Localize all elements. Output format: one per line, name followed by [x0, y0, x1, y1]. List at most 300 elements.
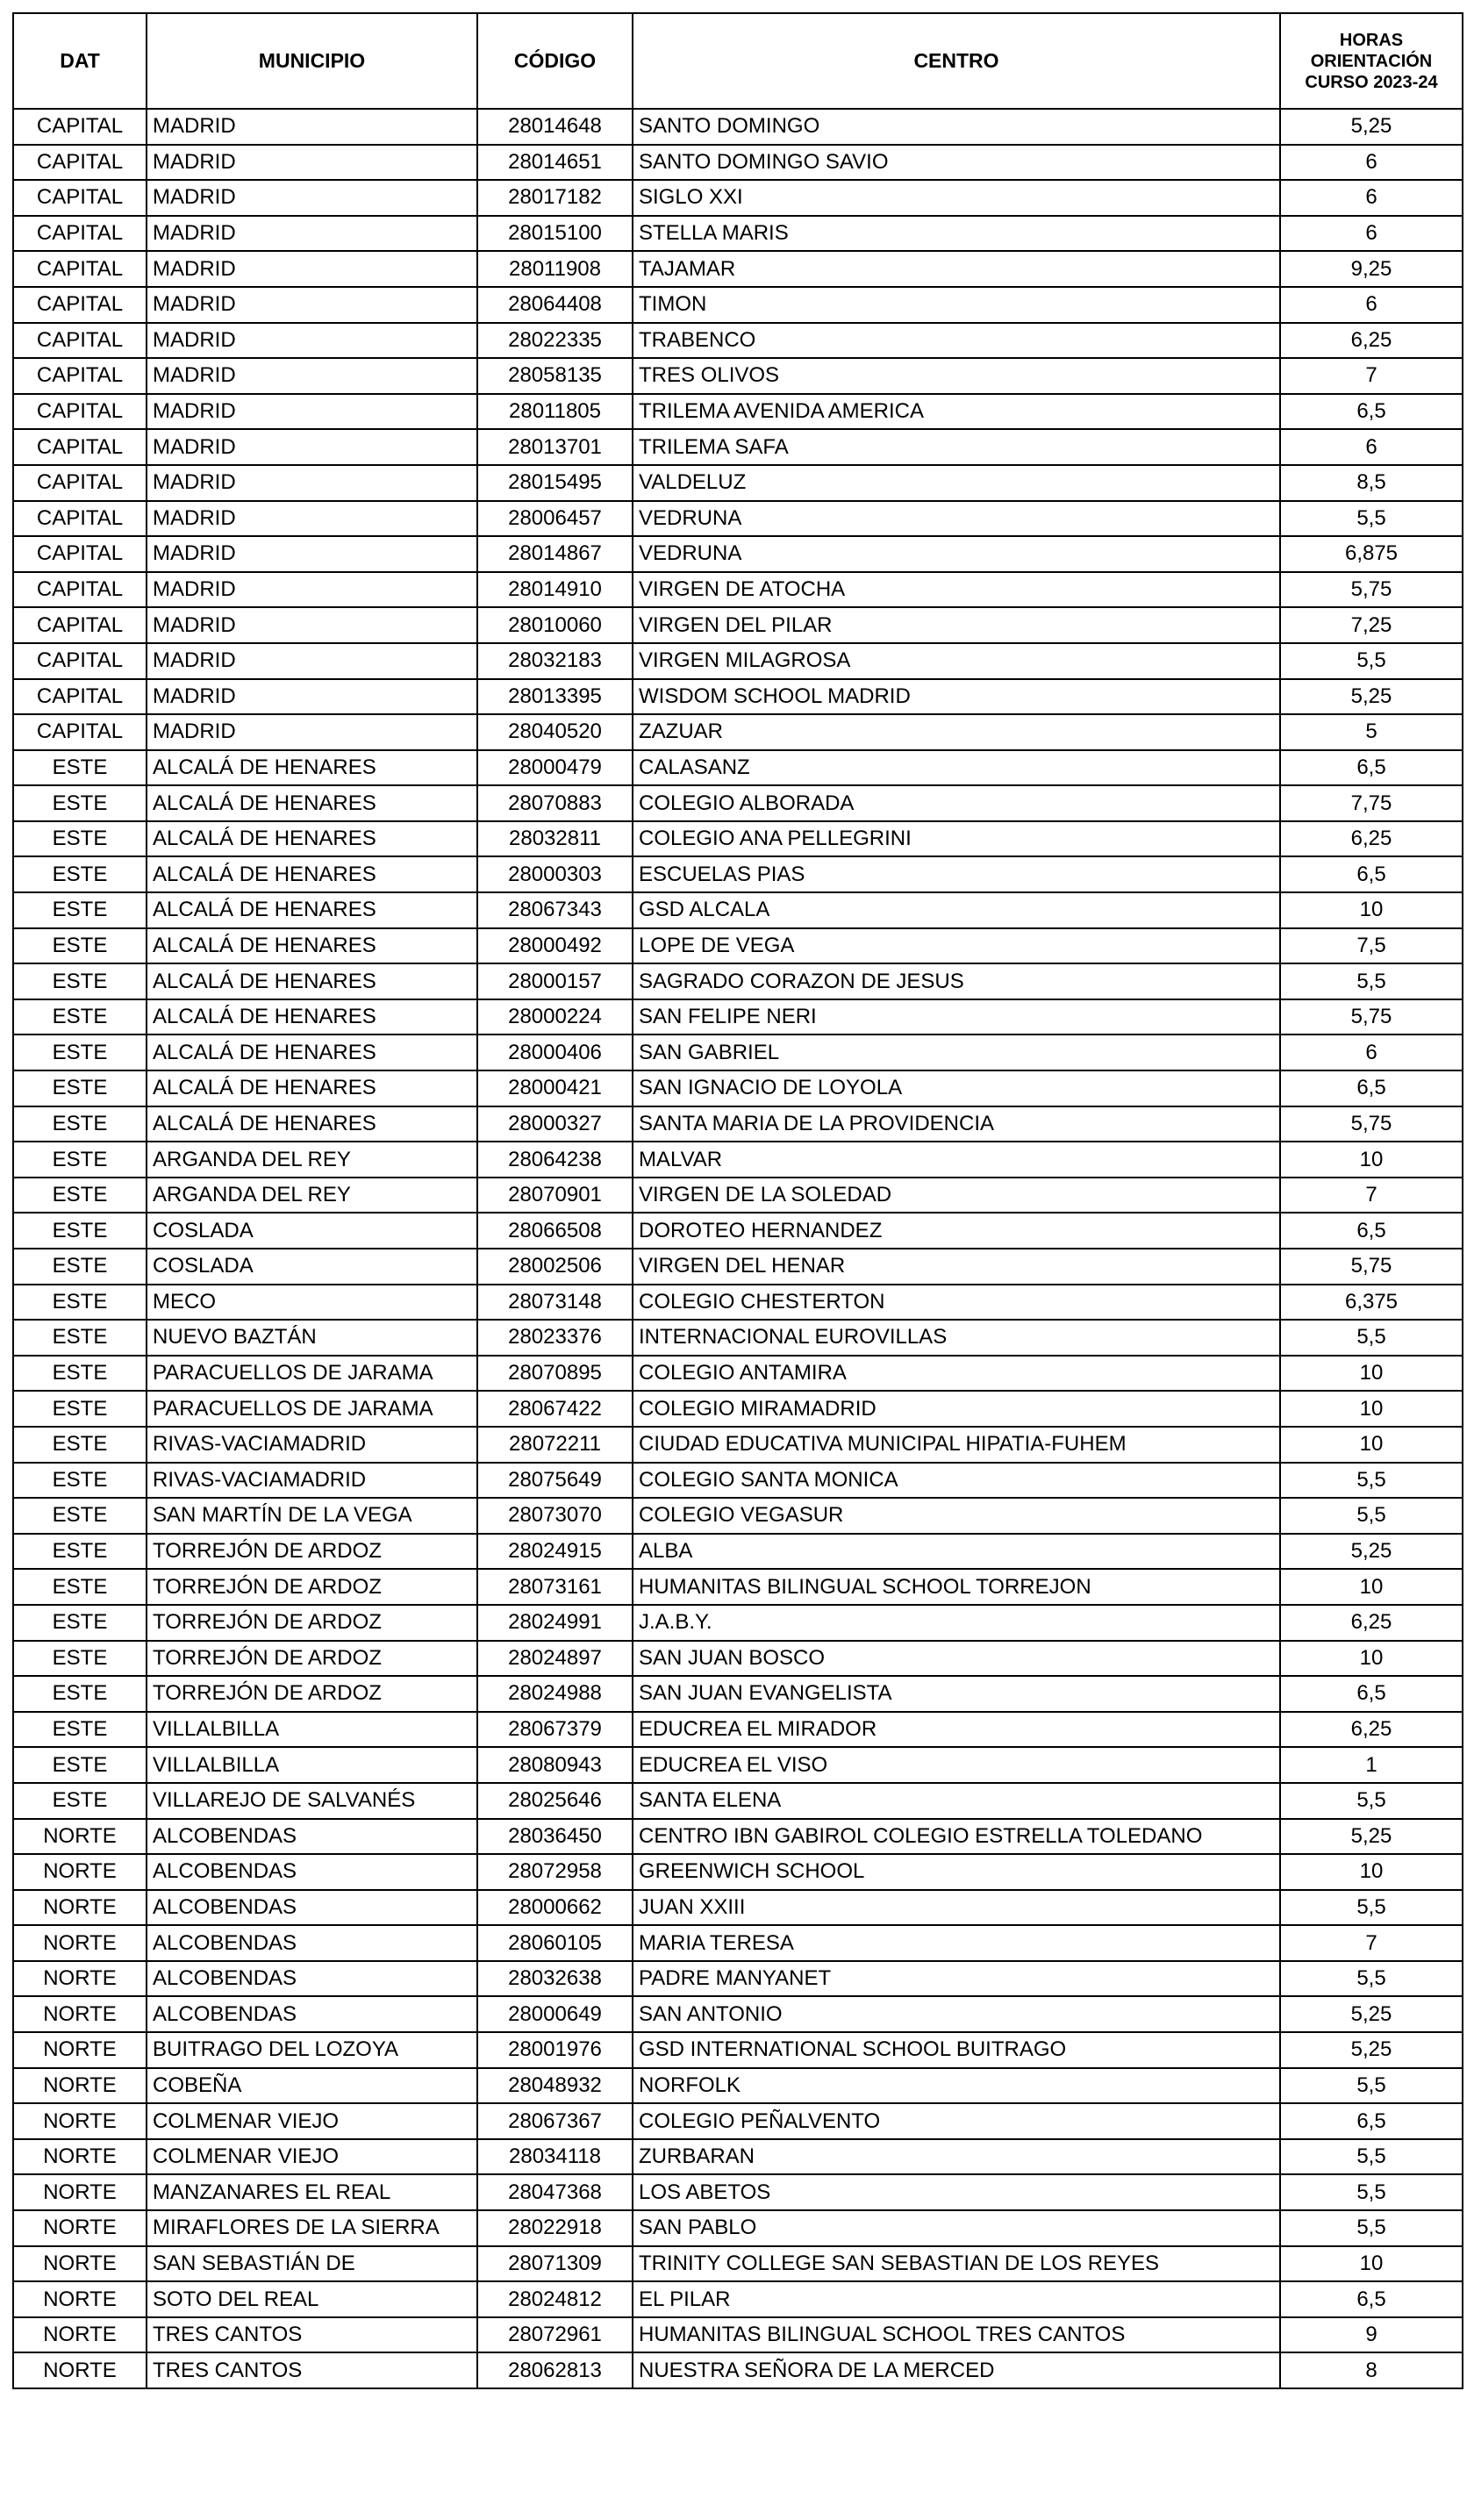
horas-cell: 6,25	[1280, 1712, 1463, 1748]
dat-cell: NORTE	[13, 2281, 147, 2317]
dat-cell: NORTE	[13, 2068, 147, 2104]
table-row	[13, 2352, 1463, 2388]
municipio-cell: MADRID	[147, 394, 477, 430]
table-row	[13, 2210, 1463, 2246]
municipio-cell: ALCALÁ DE HENARES	[147, 1070, 477, 1106]
municipio-cell: RIVAS-VACIAMADRID	[147, 1427, 477, 1463]
table-row	[13, 323, 1463, 359]
centro-cell: VIRGEN DE ATOCHA	[633, 572, 1280, 608]
municipio-cell: ALCALÁ DE HENARES	[147, 1106, 477, 1142]
horas-cell: 7,75	[1280, 785, 1463, 821]
dat-cell: NORTE	[13, 2174, 147, 2210]
table-row	[13, 1641, 1463, 1677]
codigo-cell: 28047368	[477, 2174, 633, 2210]
horas-cell: 5,5	[1280, 1890, 1463, 1926]
municipio-cell: ALCALÁ DE HENARES	[147, 999, 477, 1035]
table-row	[13, 1783, 1463, 1819]
municipio-cell: MADRID	[147, 251, 477, 287]
municipio-cell: COSLADA	[147, 1249, 477, 1285]
horas-cell: 5,25	[1280, 2032, 1463, 2068]
table-row	[13, 2139, 1463, 2175]
codigo-cell: 28000303	[477, 856, 633, 892]
municipio-cell: TORREJÓN DE ARDOZ	[147, 1605, 477, 1641]
horas-cell: 1	[1280, 1747, 1463, 1783]
dat-cell: ESTE	[13, 1106, 147, 1142]
codigo-cell: 28073161	[477, 1569, 633, 1605]
dat-cell: ESTE	[13, 963, 147, 999]
municipio-cell: ALCALÁ DE HENARES	[147, 785, 477, 821]
municipio-cell: TORREJÓN DE ARDOZ	[147, 1676, 477, 1712]
table-row	[13, 1498, 1463, 1534]
centro-cell: HUMANITAS BILINGUAL SCHOOL TORREJON	[633, 1569, 1280, 1605]
codigo-cell: 28000662	[477, 1890, 633, 1926]
centro-cell: JUAN XXIII	[633, 1890, 1280, 1926]
municipio-cell: BUITRAGO DEL LOZOYA	[147, 2032, 477, 2068]
codigo-cell: 28062813	[477, 2352, 633, 2388]
dat-cell: CAPITAL	[13, 180, 147, 216]
table-row	[13, 1070, 1463, 1106]
table-row	[13, 251, 1463, 287]
table-row	[13, 2317, 1463, 2353]
table-row	[13, 785, 1463, 821]
codigo-cell: 28072958	[477, 1854, 633, 1890]
dat-cell: ESTE	[13, 1427, 147, 1463]
centro-cell: TRINITY COLLEGE SAN SEBASTIAN DE LOS REYES	[633, 2246, 1280, 2282]
table-row	[13, 109, 1463, 145]
codigo-cell: 28024991	[477, 1605, 633, 1641]
dat-cell: NORTE	[13, 2317, 147, 2353]
dat-cell: ESTE	[13, 1676, 147, 1712]
dat-cell: ESTE	[13, 892, 147, 928]
municipio-cell: MADRID	[147, 714, 477, 750]
centro-cell: TAJAMAR	[633, 251, 1280, 287]
table-row	[13, 1925, 1463, 1961]
horas-cell: 6,5	[1280, 1070, 1463, 1106]
dat-cell: ESTE	[13, 1498, 147, 1534]
municipio-cell: ALCALÁ DE HENARES	[147, 1034, 477, 1070]
table-row	[13, 607, 1463, 643]
municipio-cell: MADRID	[147, 180, 477, 216]
codigo-cell: 28013395	[477, 679, 633, 715]
header-codigo: CÓDIGO	[477, 13, 633, 109]
centro-cell: CENTRO IBN GABIROL COLEGIO ESTRELLA TOLEDANO	[633, 1819, 1280, 1855]
centro-cell: SAN PABLO	[633, 2210, 1280, 2246]
dat-cell: NORTE	[13, 2352, 147, 2388]
horas-cell: 10	[1280, 1569, 1463, 1605]
centro-cell: ZAZUAR	[633, 714, 1280, 750]
codigo-cell: 28075649	[477, 1463, 633, 1499]
codigo-cell: 28073148	[477, 1285, 633, 1321]
municipio-cell: SAN SEBASTIÁN DE	[147, 2246, 477, 2282]
horas-cell: 6,25	[1280, 821, 1463, 857]
centro-cell: COLEGIO ANTAMIRA	[633, 1356, 1280, 1392]
codigo-cell: 28013701	[477, 429, 633, 465]
centro-cell: COLEGIO CHESTERTON	[633, 1285, 1280, 1321]
codigo-cell: 28060105	[477, 1925, 633, 1961]
table-row	[13, 1320, 1463, 1356]
centro-cell: VIRGEN DE LA SOLEDAD	[633, 1178, 1280, 1213]
dat-cell: CAPITAL	[13, 287, 147, 323]
codigo-cell: 28024915	[477, 1534, 633, 1570]
centro-cell: TRES OLIVOS	[633, 358, 1280, 394]
centro-cell: SAN IGNACIO DE LOYOLA	[633, 1070, 1280, 1106]
centro-cell: PADRE MANYANET	[633, 1961, 1280, 1997]
dat-cell: CAPITAL	[13, 216, 147, 252]
codigo-cell: 28014910	[477, 572, 633, 608]
horas-cell: 5,25	[1280, 1534, 1463, 1570]
centro-cell: GSD INTERNATIONAL SCHOOL BUITRAGO	[633, 2032, 1280, 2068]
centro-cell: MARIA TERESA	[633, 1925, 1280, 1961]
dat-cell: NORTE	[13, 2210, 147, 2246]
dat-cell: ESTE	[13, 1249, 147, 1285]
municipio-cell: TORREJÓN DE ARDOZ	[147, 1534, 477, 1570]
codigo-cell: 28024812	[477, 2281, 633, 2317]
centro-cell: SAN JUAN EVANGELISTA	[633, 1676, 1280, 1712]
horas-cell: 9	[1280, 2317, 1463, 2353]
codigo-cell: 28000421	[477, 1070, 633, 1106]
horas-cell: 5,25	[1280, 679, 1463, 715]
municipio-cell: MADRID	[147, 679, 477, 715]
horas-cell: 7,25	[1280, 607, 1463, 643]
codigo-cell: 28001976	[477, 2032, 633, 2068]
table-row	[13, 358, 1463, 394]
table-row	[13, 2246, 1463, 2282]
table-row	[13, 1890, 1463, 1926]
centro-cell: TRILEMA SAFA	[633, 429, 1280, 465]
horas-cell: 5,75	[1280, 572, 1463, 608]
horas-cell: 7	[1280, 1925, 1463, 1961]
horas-cell: 5,25	[1280, 1819, 1463, 1855]
centro-cell: CALASANZ	[633, 750, 1280, 786]
table-row	[13, 1178, 1463, 1213]
municipio-cell: MADRID	[147, 429, 477, 465]
centro-cell: MALVAR	[633, 1142, 1280, 1178]
centro-cell: SANTA MARIA DE LA PROVIDENCIA	[633, 1106, 1280, 1142]
table-row	[13, 465, 1463, 501]
header-horas-line-3: CURSO 2023-24	[1305, 72, 1438, 92]
codigo-cell: 28024988	[477, 1676, 633, 1712]
dat-cell: ESTE	[13, 1391, 147, 1427]
centro-cell: VEDRUNA	[633, 501, 1280, 537]
table-row	[13, 1285, 1463, 1321]
centro-cell: SAN ANTONIO	[633, 1996, 1280, 2032]
header-horas	[1280, 13, 1463, 109]
horas-cell: 9,25	[1280, 251, 1463, 287]
horas-cell: 6,25	[1280, 323, 1463, 359]
horas-cell: 5,5	[1280, 1961, 1463, 1997]
municipio-cell: MADRID	[147, 465, 477, 501]
dat-cell: ESTE	[13, 1285, 147, 1321]
dat-cell: NORTE	[13, 1819, 147, 1855]
table-row	[13, 501, 1463, 537]
horas-cell: 5,75	[1280, 1249, 1463, 1285]
table-row	[13, 2174, 1463, 2210]
codigo-cell: 28011805	[477, 394, 633, 430]
centro-cell: COLEGIO ANA PELLEGRINI	[633, 821, 1280, 857]
centro-cell: ALBA	[633, 1534, 1280, 1570]
dat-cell: ESTE	[13, 1356, 147, 1392]
dat-cell: ESTE	[13, 1712, 147, 1748]
centro-cell: COLEGIO VEGASUR	[633, 1498, 1280, 1534]
horas-cell: 6	[1280, 180, 1463, 216]
table-row	[13, 963, 1463, 999]
horas-cell: 6,5	[1280, 1213, 1463, 1249]
municipio-cell: COSLADA	[147, 1213, 477, 1249]
dat-cell: ESTE	[13, 1641, 147, 1677]
dat-cell: CAPITAL	[13, 145, 147, 181]
codigo-cell: 28070895	[477, 1356, 633, 1392]
municipio-cell: ALCOBENDAS	[147, 1925, 477, 1961]
table-row	[13, 536, 1463, 572]
header-municipio: MUNICIPIO	[147, 13, 477, 109]
municipio-cell: MANZANARES EL REAL	[147, 2174, 477, 2210]
codigo-cell: 28000406	[477, 1034, 633, 1070]
table-row	[13, 429, 1463, 465]
municipio-cell: TORREJÓN DE ARDOZ	[147, 1569, 477, 1605]
dat-cell: CAPITAL	[13, 572, 147, 608]
centro-cell: GREENWICH SCHOOL	[633, 1854, 1280, 1890]
dat-cell: CAPITAL	[13, 109, 147, 145]
table-row	[13, 2032, 1463, 2068]
horas-cell: 10	[1280, 1356, 1463, 1392]
horas-cell: 6	[1280, 429, 1463, 465]
municipio-cell: COLMENAR VIEJO	[147, 2103, 477, 2139]
dat-cell: CAPITAL	[13, 323, 147, 359]
table-row	[13, 145, 1463, 181]
codigo-cell: 28064408	[477, 287, 633, 323]
horas-cell: 6,875	[1280, 536, 1463, 572]
codigo-cell: 28036450	[477, 1819, 633, 1855]
municipio-cell: ALCOBENDAS	[147, 1961, 477, 1997]
dat-cell: ESTE	[13, 821, 147, 857]
table-row	[13, 714, 1463, 750]
centro-cell: SAN GABRIEL	[633, 1034, 1280, 1070]
municipio-cell: COLMENAR VIEJO	[147, 2139, 477, 2175]
centro-cell: SANTO DOMINGO	[633, 109, 1280, 145]
horas-cell: 10	[1280, 2246, 1463, 2282]
codigo-cell: 28000327	[477, 1106, 633, 1142]
horas-cell: 5,5	[1280, 2068, 1463, 2104]
dat-cell: CAPITAL	[13, 394, 147, 430]
dat-cell: ESTE	[13, 1605, 147, 1641]
municipio-cell: MIRAFLORES DE LA SIERRA	[147, 2210, 477, 2246]
municipio-cell: TRES CANTOS	[147, 2352, 477, 2388]
horas-cell: 8,5	[1280, 465, 1463, 501]
horas-cell: 6,5	[1280, 856, 1463, 892]
centro-cell: NUESTRA SEÑORA DE LA MERCED	[633, 2352, 1280, 2388]
table-row	[13, 1819, 1463, 1855]
centro-cell: ESCUELAS PIAS	[633, 856, 1280, 892]
municipio-cell: MADRID	[147, 358, 477, 394]
table-row	[13, 1961, 1463, 1997]
codigo-cell: 28000479	[477, 750, 633, 786]
horas-cell: 10	[1280, 1641, 1463, 1677]
table-row	[13, 1142, 1463, 1178]
dat-cell: CAPITAL	[13, 643, 147, 679]
centro-cell: SAGRADO CORAZON DE JESUS	[633, 963, 1280, 999]
municipio-cell: MADRID	[147, 643, 477, 679]
centro-cell: GSD ALCALA	[633, 892, 1280, 928]
dat-cell: ESTE	[13, 1747, 147, 1783]
dat-cell: CAPITAL	[13, 501, 147, 537]
table-row	[13, 287, 1463, 323]
horas-cell: 7,5	[1280, 928, 1463, 964]
municipio-cell: COBEÑA	[147, 2068, 477, 2104]
table-row	[13, 1676, 1463, 1712]
codigo-cell: 28048932	[477, 2068, 633, 2104]
codigo-cell: 28040520	[477, 714, 633, 750]
table-row	[13, 2103, 1463, 2139]
codigo-cell: 28002506	[477, 1249, 633, 1285]
municipio-cell: PARACUELLOS DE JARAMA	[147, 1356, 477, 1392]
dat-cell: NORTE	[13, 1890, 147, 1926]
table-row	[13, 643, 1463, 679]
dat-cell: CAPITAL	[13, 358, 147, 394]
dat-cell: NORTE	[13, 1961, 147, 1997]
dat-cell: ESTE	[13, 928, 147, 964]
municipio-cell: MADRID	[147, 607, 477, 643]
codigo-cell: 28034118	[477, 2139, 633, 2175]
table-row	[13, 1213, 1463, 1249]
dat-cell: CAPITAL	[13, 465, 147, 501]
municipio-cell: MADRID	[147, 536, 477, 572]
horas-cell: 6	[1280, 145, 1463, 181]
municipio-cell: PARACUELLOS DE JARAMA	[147, 1391, 477, 1427]
header-row	[13, 13, 1463, 109]
dat-cell: ESTE	[13, 1142, 147, 1178]
codigo-cell: 28072211	[477, 1427, 633, 1463]
codigo-cell: 28011908	[477, 251, 633, 287]
municipio-cell: ALCALÁ DE HENARES	[147, 821, 477, 857]
codigo-cell: 28000224	[477, 999, 633, 1035]
centro-cell: EDUCREA EL MIRADOR	[633, 1712, 1280, 1748]
dat-cell: CAPITAL	[13, 607, 147, 643]
horas-cell: 6	[1280, 1034, 1463, 1070]
centro-cell: TRILEMA AVENIDA AMERICA	[633, 394, 1280, 430]
horas-cell: 5,5	[1280, 2139, 1463, 2175]
horas-cell: 5,25	[1280, 109, 1463, 145]
horas-cell: 5,5	[1280, 1498, 1463, 1534]
header-horas-line-2: ORIENTACIÓN	[1310, 51, 1433, 71]
centro-cell: EDUCREA EL VISO	[633, 1747, 1280, 1783]
municipio-cell: VILLAREJO DE SALVANÉS	[147, 1783, 477, 1819]
codigo-cell: 28032638	[477, 1961, 633, 1997]
horas-cell: 5,5	[1280, 501, 1463, 537]
municipio-cell: MADRID	[147, 572, 477, 608]
horas-cell: 10	[1280, 1142, 1463, 1178]
dat-cell: ESTE	[13, 1463, 147, 1499]
dat-cell: NORTE	[13, 2246, 147, 2282]
horas-cell: 5,5	[1280, 1783, 1463, 1819]
centro-cell: INTERNACIONAL EUROVILLAS	[633, 1320, 1280, 1356]
horas-cell: 5,5	[1280, 643, 1463, 679]
centro-cell: WISDOM SCHOOL MADRID	[633, 679, 1280, 715]
dat-cell: CAPITAL	[13, 679, 147, 715]
table-row	[13, 1034, 1463, 1070]
codigo-cell: 28064238	[477, 1142, 633, 1178]
municipio-cell: ALCALÁ DE HENARES	[147, 928, 477, 964]
dat-cell: ESTE	[13, 999, 147, 1035]
municipio-cell: ALCOBENDAS	[147, 1996, 477, 2032]
centro-cell: VEDRUNA	[633, 536, 1280, 572]
codigo-cell: 28066508	[477, 1213, 633, 1249]
municipio-cell: SAN MARTÍN DE LA VEGA	[147, 1498, 477, 1534]
municipio-cell: NUEVO BAZTÁN	[147, 1320, 477, 1356]
codigo-cell: 28067422	[477, 1391, 633, 1427]
dat-cell: ESTE	[13, 1070, 147, 1106]
centro-cell: CIUDAD EDUCATIVA MUNICIPAL HIPATIA-FUHEM	[633, 1427, 1280, 1463]
codigo-cell: 28000492	[477, 928, 633, 964]
table-row	[13, 216, 1463, 252]
horas-cell: 6	[1280, 216, 1463, 252]
codigo-cell: 28022335	[477, 323, 633, 359]
dat-cell: ESTE	[13, 856, 147, 892]
dat-cell: NORTE	[13, 1925, 147, 1961]
municipio-cell: MADRID	[147, 109, 477, 145]
horas-cell: 5,5	[1280, 1463, 1463, 1499]
municipio-cell: MECO	[147, 1285, 477, 1321]
horas-cell: 6,375	[1280, 1285, 1463, 1321]
codigo-cell: 28014867	[477, 536, 633, 572]
centro-cell: LOS ABETOS	[633, 2174, 1280, 2210]
table-row	[13, 1534, 1463, 1570]
table-row	[13, 1463, 1463, 1499]
codigo-cell: 28032183	[477, 643, 633, 679]
centro-cell: EL PILAR	[633, 2281, 1280, 2317]
municipio-cell: VILLALBILLA	[147, 1747, 477, 1783]
table-row	[13, 821, 1463, 857]
dat-cell: ESTE	[13, 1320, 147, 1356]
table-row	[13, 928, 1463, 964]
centro-cell: LOPE DE VEGA	[633, 928, 1280, 964]
municipio-cell: ARGANDA DEL REY	[147, 1178, 477, 1213]
horas-cell: 10	[1280, 892, 1463, 928]
table-row	[13, 750, 1463, 786]
codigo-cell: 28000649	[477, 1996, 633, 2032]
centro-cell: SANTA ELENA	[633, 1783, 1280, 1819]
horas-cell: 7	[1280, 1178, 1463, 1213]
table-row	[13, 1569, 1463, 1605]
codigo-cell: 28067367	[477, 2103, 633, 2139]
centro-cell: VIRGEN DEL HENAR	[633, 1249, 1280, 1285]
codigo-cell: 28070883	[477, 785, 633, 821]
codigo-cell: 28000157	[477, 963, 633, 999]
dat-cell: ESTE	[13, 1534, 147, 1570]
centro-cell: COLEGIO SANTA MONICA	[633, 1463, 1280, 1499]
centro-cell: SAN FELIPE NERI	[633, 999, 1280, 1035]
municipio-cell: TORREJÓN DE ARDOZ	[147, 1641, 477, 1677]
centro-cell: TIMON	[633, 287, 1280, 323]
codigo-cell: 28015495	[477, 465, 633, 501]
table-row	[13, 1106, 1463, 1142]
table-row	[13, 394, 1463, 430]
document-page	[12, 12, 1462, 2389]
centro-cell: STELLA MARIS	[633, 216, 1280, 252]
centro-cell: TRABENCO	[633, 323, 1280, 359]
municipio-cell: ALCOBENDAS	[147, 1854, 477, 1890]
municipio-cell: ALCOBENDAS	[147, 1819, 477, 1855]
table-row	[13, 1356, 1463, 1392]
horas-cell: 5,5	[1280, 1320, 1463, 1356]
centro-cell: ZURBARAN	[633, 2139, 1280, 2175]
codigo-cell: 28025646	[477, 1783, 633, 1819]
table-row	[13, 1712, 1463, 1748]
horas-cell: 5,75	[1280, 1106, 1463, 1142]
centro-cell: SIGLO XXI	[633, 180, 1280, 216]
dat-cell: CAPITAL	[13, 429, 147, 465]
codigo-cell: 28022918	[477, 2210, 633, 2246]
horas-cell: 6,5	[1280, 2103, 1463, 2139]
